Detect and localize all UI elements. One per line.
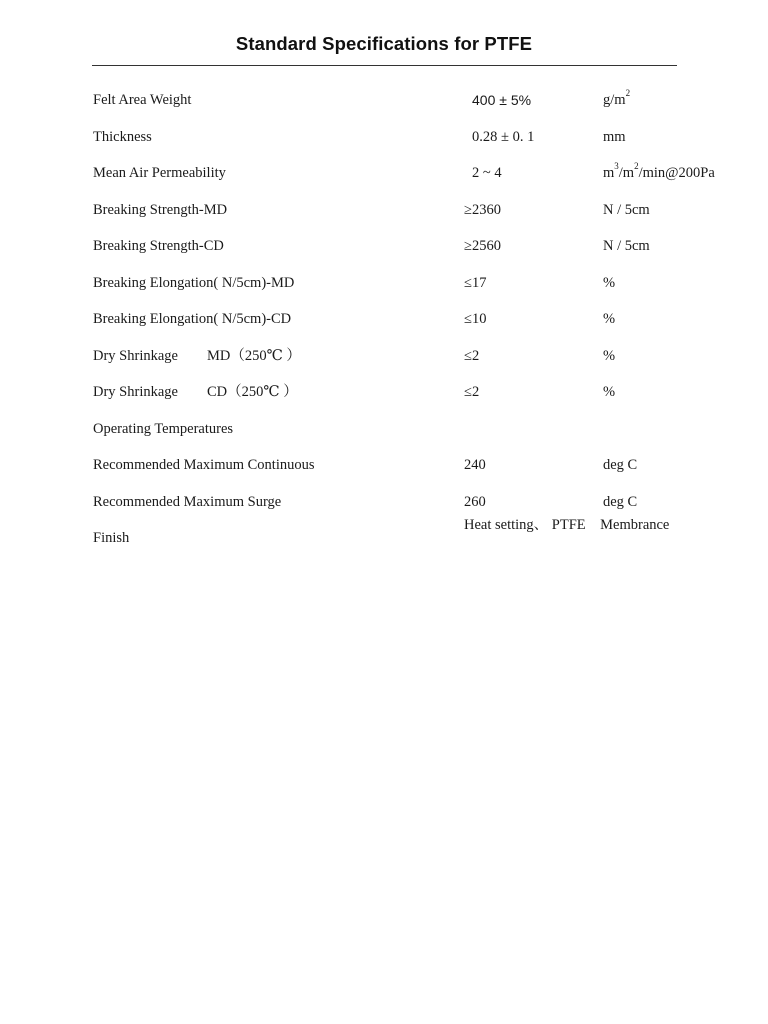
spec-label: Breaking Elongation( N/5cm)-MD xyxy=(93,275,295,291)
spec-row-breaking-elongation-md xyxy=(0,272,768,294)
spec-label: Recommended Maximum Surge xyxy=(93,494,282,510)
spec-label: Breaking Elongation( N/5cm)-CD xyxy=(93,311,292,327)
spec-row-breaking-strength-cd xyxy=(0,235,768,257)
spec-row-felt-area-weight xyxy=(0,89,768,111)
spec-label: Thickness xyxy=(93,129,152,145)
spec-label: Dry Shrinkage CD（250℃ ） xyxy=(93,384,298,400)
spec-label: Finish xyxy=(93,530,130,546)
spec-unit: % xyxy=(603,311,616,327)
spec-label: Breaking Strength-CD xyxy=(93,238,224,254)
spec-row-max-continuous xyxy=(0,454,768,476)
spec-unit: $m^3/m^2/\min@200Pa$ xyxy=(603,161,715,181)
spec-section-label: Operating Temperatures xyxy=(93,421,234,437)
spec-row-thickness xyxy=(0,126,768,148)
spec-label: Recommended Maximum Continuous xyxy=(93,457,315,473)
spec-label: Dry Shrinkage MD（250℃ ） xyxy=(93,348,301,364)
spec-value: ≥2360 xyxy=(464,202,501,218)
spec-row-breaking-strength-md xyxy=(0,199,768,221)
spec-value: ≤10 xyxy=(464,311,487,327)
spec-unit: mm xyxy=(603,129,626,145)
spec-value: 0.28 ± 0. 1 xyxy=(472,129,535,145)
spec-label: Breaking Strength-MD xyxy=(93,202,228,218)
spec-value: 2 ~ 4 xyxy=(472,165,502,181)
spec-unit: deg C xyxy=(603,494,638,510)
spec-value: ≤2 xyxy=(464,348,480,364)
spec-label: Mean Air Permeability xyxy=(93,165,226,181)
spec-value: ≤17 xyxy=(464,275,487,291)
title-divider xyxy=(92,65,677,66)
spec-label: Felt Area Weight xyxy=(93,92,192,108)
spec-row-air-permeability xyxy=(0,162,768,184)
page-title: Standard Specifications for PTFE xyxy=(235,33,533,54)
spec-value: ≥2560 xyxy=(464,238,501,254)
spec-unit: $g/m^2$ xyxy=(603,88,631,108)
spec-row-dry-shrinkage-cd xyxy=(0,381,768,403)
spec-row-breaking-elongation-cd xyxy=(0,308,768,330)
spec-value: 260 xyxy=(464,494,486,510)
spec-unit: % xyxy=(603,384,616,400)
spec-value: 400 ± 5% xyxy=(472,92,532,108)
spec-row-dry-shrinkage-md xyxy=(0,345,768,367)
spec-row-operating-temperatures xyxy=(0,418,768,440)
spec-unit: % xyxy=(603,348,616,364)
spec-unit: deg C xyxy=(603,457,638,473)
spec-unit: N / 5cm xyxy=(603,202,650,218)
spec-value: ≤2 xyxy=(464,384,480,400)
spec-unit: N / 5cm xyxy=(603,238,650,254)
spec-value: 240 xyxy=(464,457,486,473)
spec-unit: % xyxy=(603,275,616,291)
spec-value-finish: Heat setting、 PTFE Membrance xyxy=(464,517,670,533)
spec-row-max-surge xyxy=(0,491,768,513)
